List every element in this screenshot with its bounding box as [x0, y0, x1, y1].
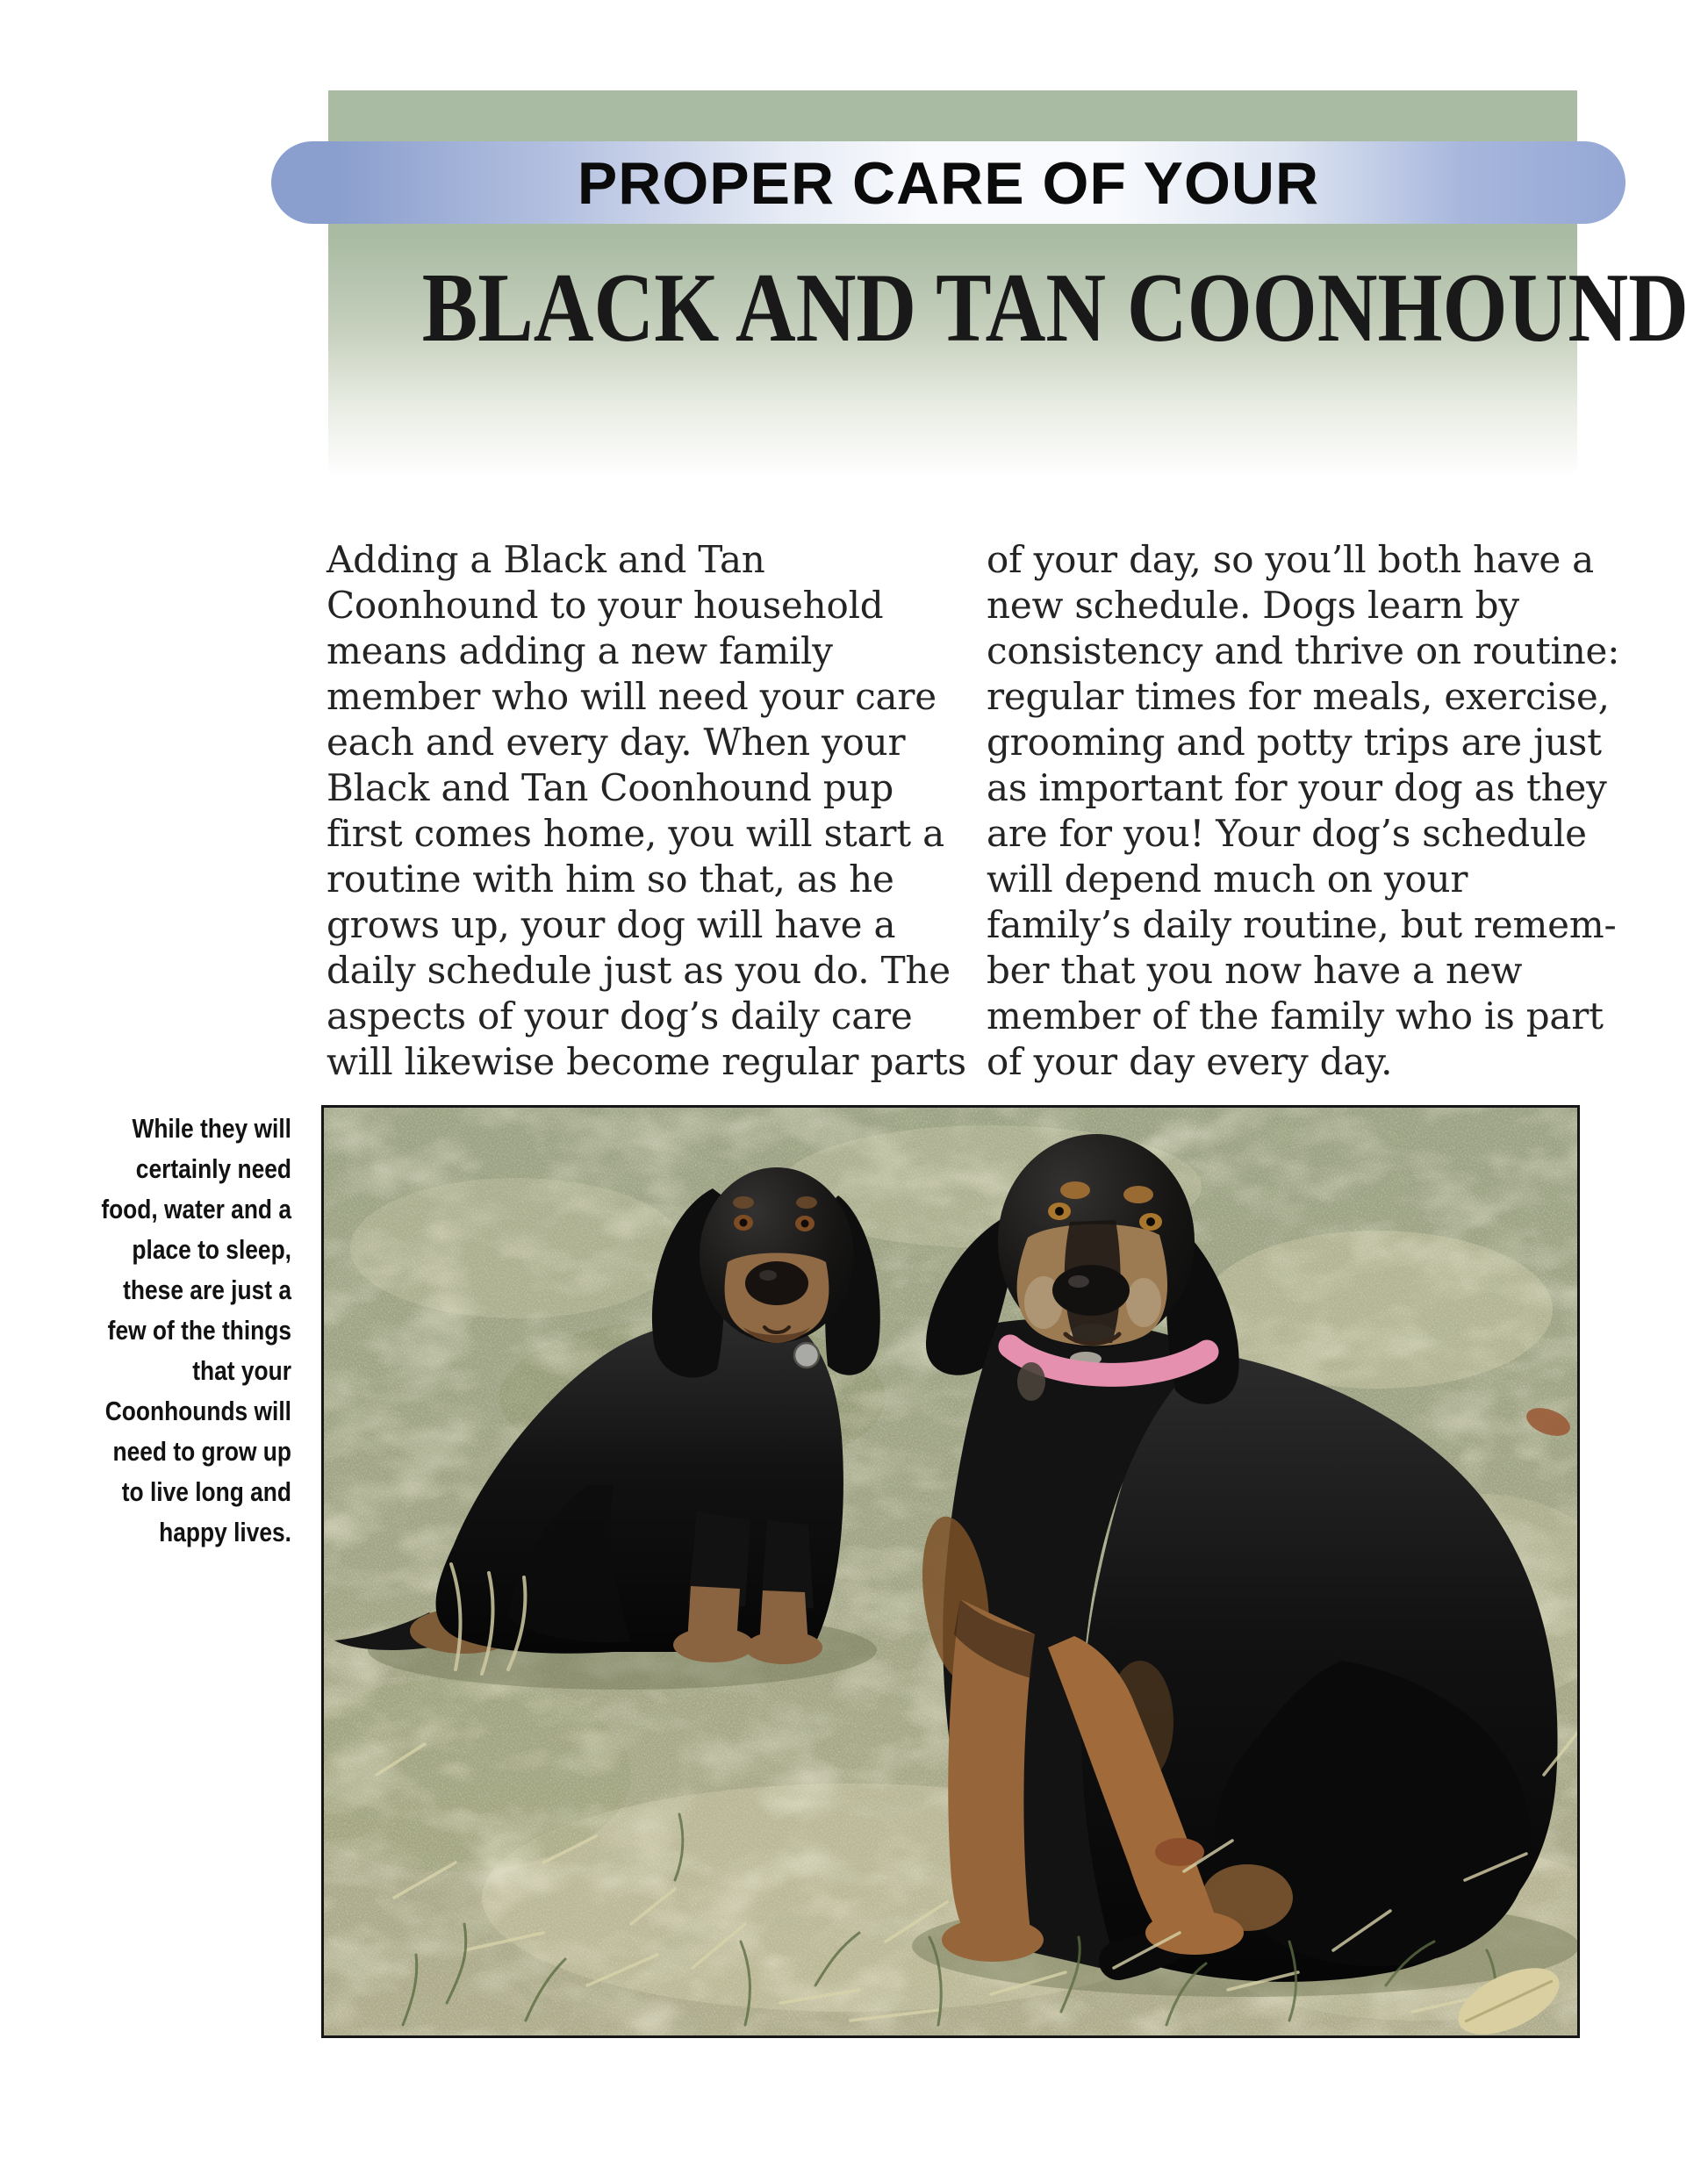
body-text-line: routine with him so that, as he — [327, 858, 894, 901]
photo-caption — [74, 1109, 291, 1553]
caption-line: few of the things — [107, 1315, 291, 1346]
body-text-line: each and every day. When your — [327, 721, 906, 764]
caption-line: place to sleep, — [132, 1234, 291, 1265]
caption-line: While they will — [132, 1113, 291, 1144]
body-text-line: member of the family who is part — [987, 994, 1604, 1037]
caption-line: happy lives. — [159, 1517, 291, 1547]
body-text-line: first comes home, you will start a — [327, 812, 944, 855]
body-text-line: will depend much on your — [987, 858, 1468, 901]
caption-line: that your — [192, 1355, 291, 1386]
body-text-line: will likewise become regular parts — [327, 1040, 966, 1083]
body-text-line: Adding a Black and Tan — [327, 538, 765, 581]
body-text-line: consistency and thrive on routine: — [987, 629, 1620, 672]
caption-line: certainly need — [135, 1153, 291, 1184]
body-text-line: of your day every day. — [987, 1040, 1393, 1083]
page-title: BLACK AND TAN COONHOUND — [421, 254, 1689, 363]
body-text-line: grooming and potty trips are just — [987, 721, 1602, 764]
body-text-line: daily schedule just as you do. The — [327, 949, 951, 992]
body-text-line: ber that you now have a new — [987, 949, 1523, 992]
caption-line: these are just a — [123, 1274, 291, 1305]
caption-line: food, water and a — [101, 1194, 291, 1224]
caption-line: to live long and — [121, 1476, 291, 1507]
body-text-line: grows up, your dog will have a — [327, 903, 896, 946]
article-column-2 — [987, 537, 1620, 1085]
body-text-line: means adding a new family — [327, 629, 833, 672]
article-column-1 — [327, 537, 976, 1085]
coonhounds-photo — [321, 1105, 1580, 2038]
body-text-line: as important for your dog as they — [987, 766, 1607, 809]
body-text-line: are for you! Your dog’s schedule — [987, 812, 1587, 855]
body-text-line: aspects of your dog’s daily care — [327, 994, 913, 1037]
header-pill — [271, 141, 1625, 224]
caption-line: Coonhounds will — [104, 1396, 291, 1426]
body-text-line: member who will need your care — [327, 675, 937, 718]
body-text-line: regular times for meals, exercise, — [987, 675, 1610, 718]
body-text-line: Black and Tan Coonhound pup — [327, 766, 894, 809]
body-text-line: of your day, so you’ll both have a — [987, 538, 1594, 581]
body-text-line: new schedule. Dogs learn by — [987, 584, 1519, 627]
body-text-line: family’s daily routine, but remem- — [987, 903, 1617, 946]
body-text-line: Coonhound to your household — [327, 584, 884, 627]
caption-line: need to grow up — [112, 1436, 291, 1467]
coonhounds-photo-art — [324, 1108, 1577, 2035]
kicker-text: PROPER CARE OF YOUR — [577, 150, 1320, 217]
